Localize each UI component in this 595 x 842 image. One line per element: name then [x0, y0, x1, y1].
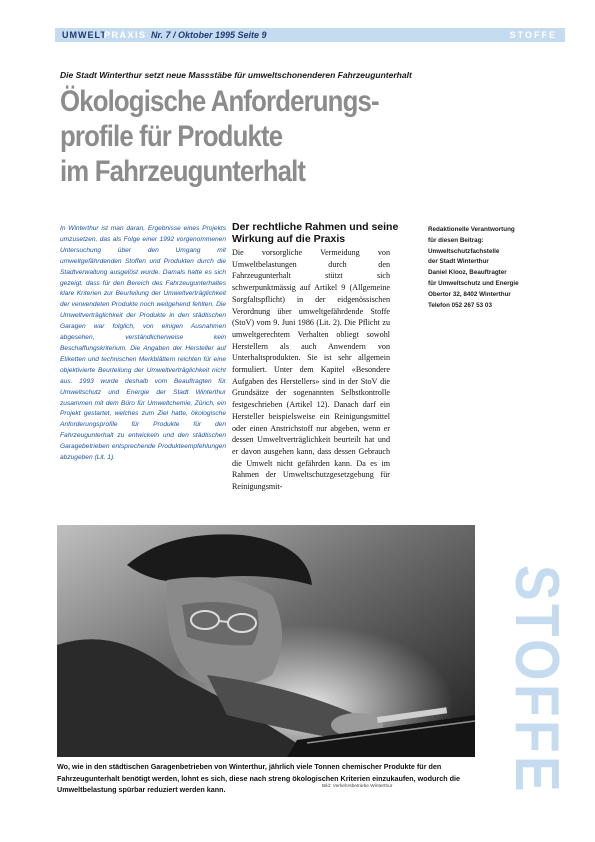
section-heading: Der rechtliche Rahmen und seine Wirkung auf die Praxis	[232, 221, 399, 245]
responsibility-line: Redaktionelle Verantwortung	[428, 226, 515, 233]
issue-info: Nr. 7 / Oktober 1995 Seite 9	[151, 30, 267, 40]
responsibility-line: Telefon 052 267 53 03	[428, 301, 492, 309]
responsibility-line: Umweltschutzfachstelle	[428, 247, 500, 255]
responsibility-line: Obertor 32, 8402 Winterthur	[428, 290, 511, 298]
article-intro: In Winterthur ist man daran, Ergebnisse eines Projekts umzusetzen, das als Folge einer 1992 vorgenommenen Untersuchung über den Umgang mit umweltgefährdenden Stoffen und Produkten durch die Stadtverwaltung ausgelöst wurde. Damals hatte es sich gezeigt, dass für den Bereich des Fahrzeugunterhaltes klare Kriterien zur Beurteilung der Umweltverträglichkeit der verwendeten Produkte noch weitgehend fehlten. Die Umweltverträglichkeit der Produkte in den städtischen Garagen war folglich, von einigen Ausnahmen abgesehen, verständlicherweise kein Beschaffungskriterium. Die Angaben der Hersteller auf Etiketten und technischen Merkblättern reichten für eine objektivierte Beurteilung der Umweltverträglichkeit nicht aus. 1993 wurde deshalb vom Beauftragten für Umweltschutz und Energie der Stadt Winterthur zusammen mit dem Büro für Umweltchemie, Zürich, ein Projekt gestartet, welches zum Ziel hatte, ökologische Anforderungsprofile für Produkte für den Fahrzeugunterhalt zu entwickeln und den städtischen Garagebetrieben entsprechende Produkteempfehlungen abzugeben (Lit. 1).	[60, 225, 226, 462]
article-title	[60, 84, 378, 189]
section-label: STOFFE	[509, 30, 557, 40]
title-line-1: Ökologische Anforderungs-	[60, 85, 379, 118]
magazine-name-umwelt: UMWELT	[62, 30, 107, 40]
article-body: Die vorsorgliche Vermeidung von Umweltbelastungen durch den Fahrzeugunterhalt stützt sich schwerpunktmässig auf Artikel 9 (Allgemeine Sorgfaltspflicht) in der eidgenössischen Verordnung über umweltgefährdende Stoffe (StoV) vom 9. Juni 1986 (Lit. 2). Die Pflicht zu umweltgerechtem Verhalten obliegt sowohl Herstellern als auch Anwendern von Unterhaltsprodukten. Sie ist sehr allgemein formuliert. Unter dem Kapitel «Besondere Aufgaben des Herstellers» sind in der StoV die Grundsätze der sogenannten Selbstkontrolle festgeschrieben (Artikel 12). Danach darf ein Hersteller beispielsweise ein Reinigungsmittel oder einen Anstrichstoff nur abgeben, wenn er dessen Umweltverträglichkeit beurteilt hat und er davon ausgehen kann, dass dessen Gebrauch die Umwelt nicht gefährden kann. Da es im Rahmen der Umweltschutzgesetzgebung für Reinigungsmit-	[232, 248, 390, 492]
responsibility-line: für Umweltschutz und Energie	[428, 279, 519, 287]
magazine-name-praxis: PRAXIS	[104, 30, 147, 40]
responsibility-line: für diesen Beitrag:	[428, 236, 484, 244]
article-kicker: Die Stadt Winterthur setzt neue Massstäbe für umweltschonenderen Fahrzeugunterhalt	[60, 70, 412, 80]
title-line-2: profile für Produkte	[60, 120, 283, 153]
responsibility-line: Daniel Klooz, Beauftragter	[428, 269, 507, 277]
editorial-responsibility	[428, 225, 568, 311]
vertical-section-label	[502, 560, 571, 833]
garage-worker-photo	[57, 525, 475, 757]
photo-caption: Wo, wie in den städtischen Garagenbetrieben von Winterthur, jährlich viele Tonnen chemischer Produkte für den Fahrzeugunterhalt benötigt werden, lohnt es sich, diese nach streng ökologischen Kriterien einzukaufen, wodurch die Umweltbelastung spürbar reduziert werden kann.	[57, 762, 460, 794]
responsibility-line: der Stadt Winterthur	[428, 258, 489, 266]
title-line-3: im Fahrzeugunterhalt	[60, 155, 306, 188]
vertical-section-text: STOFFE	[502, 565, 571, 833]
photo-credit: Bild: Verkehrsbetriebe Winterthur	[322, 784, 393, 789]
